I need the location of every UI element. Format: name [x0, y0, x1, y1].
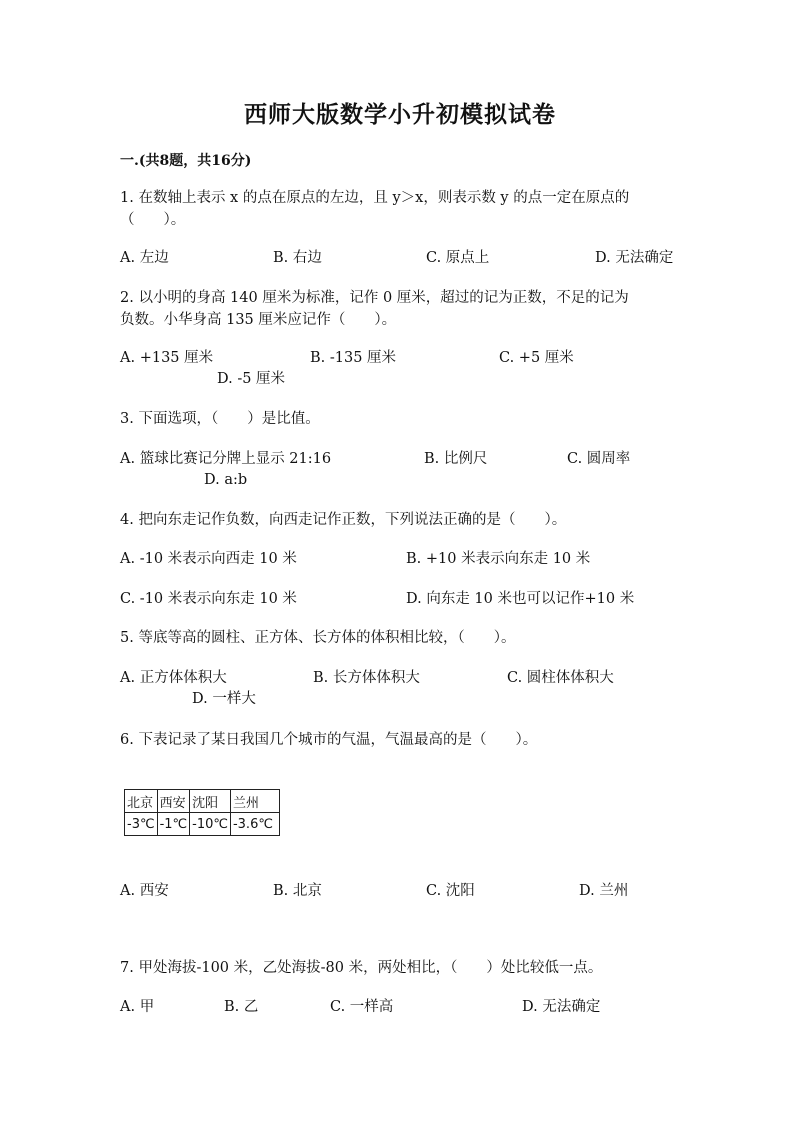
option-c: C. 圆周率 — [567, 451, 631, 467]
option-d: D. 无法确定 — [595, 250, 674, 266]
option-b: B. 长方体体积大 — [313, 670, 420, 686]
option-b: B. +10 米表示向东走 10 米 — [406, 551, 591, 567]
temperature-table — [124, 789, 280, 836]
question-stem: 2. 以小明的身高 140 厘米为标准，记作 0 厘米，超过的记为正数，不足的记为 — [120, 290, 629, 306]
question-stem: 负数。小华身高 135 厘米应记作（ ）。 — [120, 312, 397, 328]
option-c: C. +5 厘米 — [499, 350, 574, 366]
option-c: C. 一样高 — [330, 999, 394, 1015]
section-heading: 一.(共8题，共16分) — [120, 153, 252, 169]
table-cell-temp: -10℃ — [190, 813, 231, 836]
table-cell-temp: -3.6℃ — [230, 813, 279, 836]
option-d: D. a:b — [204, 472, 248, 488]
table-row — [125, 813, 280, 836]
question-stem: 6. 下表记录了某日我国几个城市的气温，气温最高的是（ ）。 — [120, 732, 538, 748]
question-stem: 7. 甲处海拔-100 米，乙处海拔-80 米，两处相比，（ ）处比较低一点。 — [120, 960, 603, 976]
question-stem: 1. 在数轴上表示 x 的点在原点的左边，且 y＞x，则表示数 y 的点一定在原点的 — [120, 190, 630, 206]
option-a: A. 篮球比赛记分牌上显示 21:16 — [120, 451, 332, 467]
option-b: B. 比例尺 — [424, 451, 488, 467]
option-c: C. 沈阳 — [426, 883, 475, 899]
table-cell-city: 北京 — [125, 790, 158, 813]
table-cell-temp: -1℃ — [157, 813, 190, 836]
table-cell-city: 西安 — [157, 790, 190, 813]
table-cell-city: 沈阳 — [190, 790, 231, 813]
option-d: D. 兰州 — [579, 883, 629, 899]
option-a: A. 甲 — [120, 999, 155, 1015]
page-title: 西师大版数学小升初模拟试卷 — [244, 101, 556, 128]
option-a: A. 正方体体积大 — [120, 670, 227, 686]
option-d: D. -5 厘米 — [217, 371, 286, 387]
option-a: A. -10 米表示向西走 10 米 — [120, 551, 297, 567]
table-cell-city: 兰州 — [230, 790, 279, 813]
option-a: A. +135 厘米 — [120, 350, 214, 366]
option-a: A. 西安 — [120, 883, 169, 899]
option-b: B. 乙 — [224, 999, 259, 1015]
option-d: D. 向东走 10 米也可以记作+10 米 — [406, 591, 635, 607]
question-stem: 3. 下面选项，（ ）是比值。 — [120, 411, 320, 427]
option-b: B. 右边 — [273, 250, 322, 266]
question-stem: 5. 等底等高的圆柱、正方体、长方体的体积相比较，（ ）。 — [120, 630, 516, 646]
option-b: B. 北京 — [273, 883, 322, 899]
option-b: B. -135 厘米 — [310, 350, 397, 366]
option-c: C. 原点上 — [426, 250, 490, 266]
option-a: A. 左边 — [120, 250, 169, 266]
option-d: D. 无法确定 — [522, 999, 601, 1015]
option-d: D. 一样大 — [192, 691, 256, 707]
question-stem: 4. 把向东走记作负数，向西走记作正数，下列说法正确的是（ ）。 — [120, 512, 567, 528]
table-row — [125, 790, 280, 813]
table-cell-temp: -3℃ — [125, 813, 158, 836]
question-stem: （ ）。 — [120, 212, 186, 228]
option-c: C. 圆柱体体积大 — [507, 670, 614, 686]
option-c: C. -10 米表示向东走 10 米 — [120, 591, 297, 607]
